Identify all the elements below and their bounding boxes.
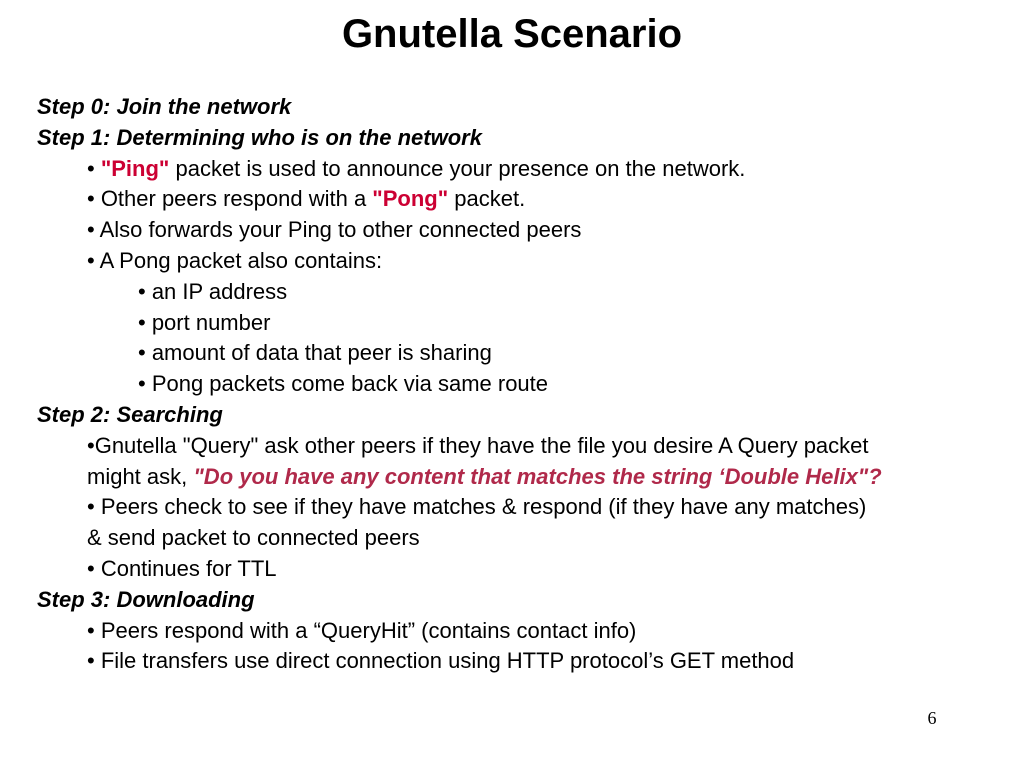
- bullet-text: packet.: [448, 186, 526, 212]
- ping-highlight: "Ping": [100, 155, 170, 181]
- step-2-bullet-peers-check-line-1: • Peers check to see if they have matches & respond (if they have any matches): [87, 494, 867, 520]
- step-1-bullet-forwards: • Also forwards your Ping to other connected peers: [87, 217, 582, 243]
- slide-title: Gnutella Scenario: [341, 12, 683, 56]
- pong-sub-bullet: • amount of data that peer is sharing: [138, 340, 492, 366]
- pong-sub-bullet: • Pong packets come back via same route: [138, 371, 549, 397]
- step-1-bullet-pong-contains: • A Pong packet also contains:: [87, 247, 383, 273]
- pong-highlight: "Pong": [372, 186, 449, 212]
- step-3-bullet-queryhit: • Peers respond with a “QueryHit” (contains contact info): [87, 617, 637, 643]
- step-1-bullet-ping: [87, 154, 1022, 185]
- bullet-text: might ask,: [87, 463, 194, 489]
- step-2-bullet-query-line-2: [87, 462, 1022, 493]
- slide-body: [37, 92, 1022, 677]
- step-2-heading: Step 2: Searching: [37, 401, 223, 427]
- step-0-heading: Step 0: Join the network: [37, 94, 292, 119]
- bullet-text: packet is used to announce your presence on the network.: [169, 155, 746, 181]
- bullet-text: • Other peers respond with a: [87, 186, 373, 212]
- step-2-bullet-query-line-1: •Gnutella "Query" ask other peers if they have the file you desire A Query packet: [87, 432, 869, 458]
- query-example-quote: "Do you have any content that matches the string ‘Double Helix"?: [193, 463, 882, 489]
- step-3-heading: Step 3: Downloading: [37, 586, 255, 612]
- step-2-bullet-peers-check-line-2: & send packet to connected peers: [87, 525, 420, 551]
- pong-sub-bullet: • port number: [138, 309, 271, 335]
- step-1-bullet-pong: [87, 184, 1022, 215]
- bullet-prefix: •: [87, 155, 101, 181]
- pong-sub-bullet: • an IP address: [138, 278, 288, 304]
- step-3-bullet-http-get: • File transfers use direct connection using HTTP protocol’s GET method: [87, 648, 795, 674]
- page-number: 6: [927, 708, 937, 728]
- step-1-heading: Step 1: Determining who is on the network: [37, 124, 482, 150]
- step-2-bullet-ttl: • Continues for TTL: [87, 555, 277, 581]
